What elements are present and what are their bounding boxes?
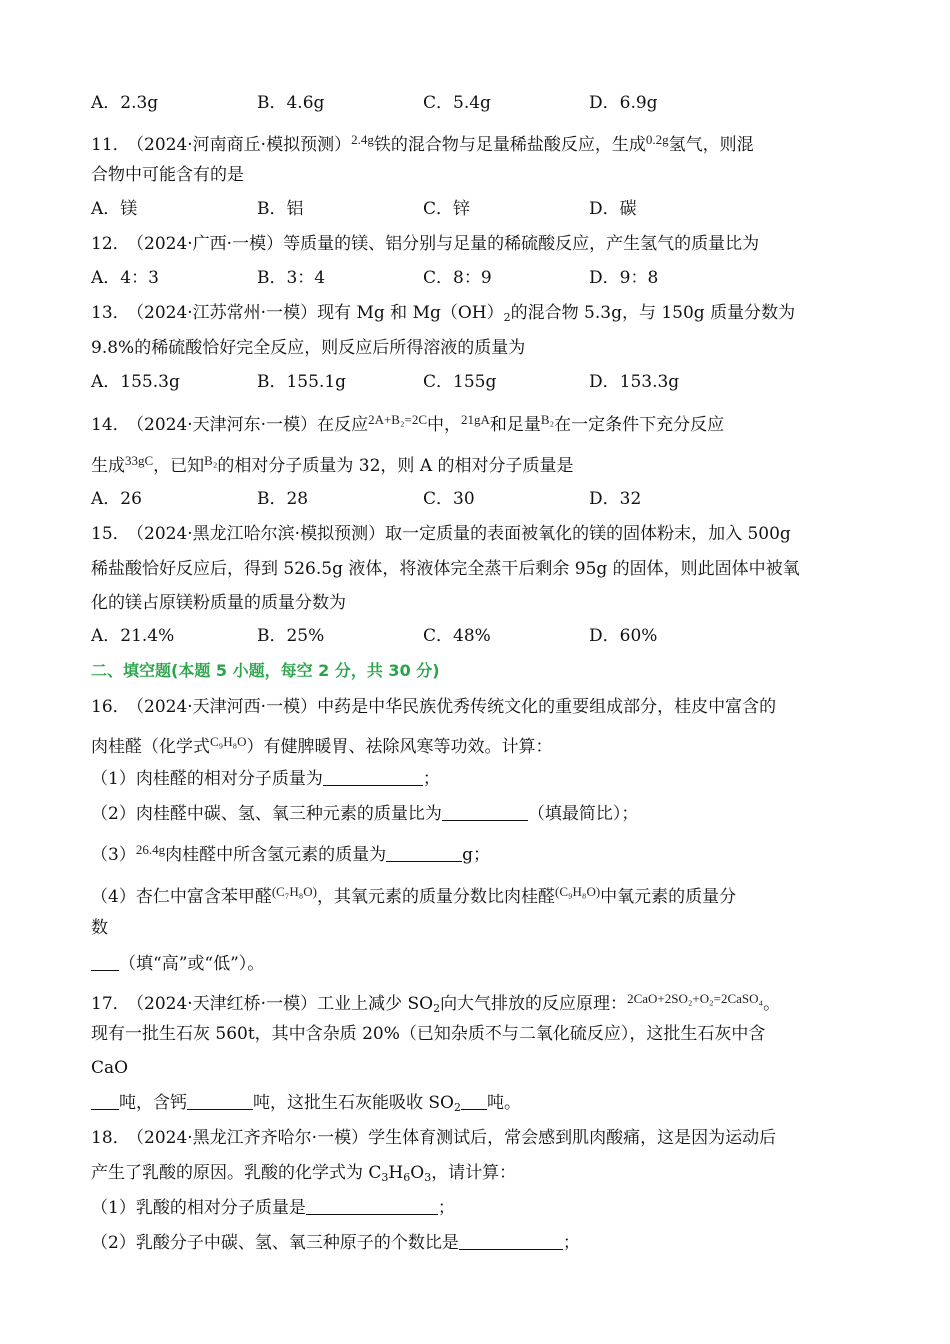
q10-option-d: D．6.9g [589,93,658,113]
q14-b2: B₂ [540,412,555,427]
q18-text-2d: ，请计算： [431,1163,517,1183]
q12-options [91,266,851,290]
q11-number: 11． [91,135,130,155]
q13-option-d: D．153.3g [589,372,680,392]
q16-blank-3[interactable] [386,843,462,862]
q10-option-a: A．2.3g [91,93,159,113]
q16-sub-2-end: （填最简比）； [527,804,639,824]
section-2-heading: 二、填空题(本题 5 小题，每空 2 分，共 30 分) [91,661,440,680]
q13-option-b: B．155.1g [257,372,347,392]
q12-line-1 [91,232,759,256]
q11-option-c: C．锌 [423,199,471,219]
q18-line-1 [91,1126,776,1150]
q15-line-2: 稀盐酸恰好反应后，得到 526.5g 液体，将液体完全蒸干后剩余 95g 的固体，则此固体中被氧 [91,559,800,579]
q16-sub-4-end: （填“高”或“低”）。 [119,954,265,974]
q14-text-4: 生成 [91,456,125,476]
q14-mass-1: 21gA [461,412,490,427]
q18-sub-o: 3 [424,1171,432,1184]
q18-line-2 [91,1161,516,1190]
q17-line-1 [91,987,780,1021]
q16-blank-1[interactable] [323,767,423,786]
q12-number: 12． [91,234,130,254]
q14-text-3: 在一定条件下充分反应 [554,415,725,435]
q17-text-1: （2024·天津红桥·一模）工业上减少 SO [127,994,434,1014]
q11-option-b: B．铝 [257,199,304,219]
q11-text-2: 氢气，则混 [668,135,754,155]
q18-number: 18． [91,1128,130,1148]
q17-blank-3[interactable] [461,1091,487,1110]
q16-sub-4-answer [91,952,264,976]
q13-number: 13． [91,303,130,323]
q15-option-a: A．21.4% [91,626,175,646]
q15-options [91,624,851,648]
q17-text-4b: 吨，这批生石灰能吸收 SO [253,1093,454,1113]
q16-line-2 [91,730,553,759]
q15-option-b: B．25% [257,626,325,646]
q11-line-1 [91,128,754,157]
q14-option-b: B．28 [257,489,309,509]
q17-number: 17． [91,994,130,1014]
q13-line-2: 9.8%的稀硫酸恰好完全反应，则反应后所得溶液的质量为 [91,338,526,358]
q16-mass: 26.4g [135,842,166,857]
q14-line-2 [91,449,574,478]
q12-option-c: C．8：9 [423,268,492,288]
q14-number: 14． [91,415,130,435]
q18-blank-2[interactable] [459,1231,563,1250]
q17-subscript-2: 2 [454,1101,461,1114]
q16-blank-4[interactable] [91,952,119,971]
q18-sub-2 [91,1231,580,1255]
q17-line-2: 现有一批生石灰 560t，其中含杂质 20%（已知杂质不与二氧化硫反应），这批生石灰中含 [91,1024,766,1044]
q17-blank-2[interactable] [187,1091,253,1110]
q16-formula-1: C₉H₈O [210,734,247,749]
q15-line-3: 化的镁占原镁粉质量的质量分数为 [91,593,346,613]
q18-sub-1-text: （1）乳酸的相对分子质量是 [91,1198,306,1218]
q18-sub-c: 3 [381,1171,389,1184]
q18-text-2b: H [388,1163,404,1183]
q17-text-4a: 吨，含钙 [119,1093,187,1113]
q16-sub-4 [91,880,736,909]
q14-options [91,487,851,511]
q16-blank-2[interactable] [442,802,528,821]
q16-line-1 [91,695,776,719]
q14-line-1 [91,408,724,437]
q11-line-2: 合物中可能含有的是 [91,165,244,185]
q12-option-d: D．9：8 [589,268,659,288]
q17-text-1c: 。 [763,994,781,1014]
q13-subscript: 2 [503,311,511,324]
q17-subscript-1: 2 [433,1002,441,1015]
q16-sub-1 [91,767,440,791]
q17-equation: 2CaO+2SO₂+O₂=2CaSO₄ [627,991,764,1006]
q14-text-6: 的相对分子质量为 32，则 A 的相对分子质量是 [217,456,574,476]
q15-option-d: D．60% [589,626,658,646]
q14-text-1: 中， [427,415,462,435]
q18-sub-2-end: ； [562,1233,580,1253]
q11-source: （2024·河南商丘·模拟预测） [127,135,352,155]
q13-options [91,370,851,394]
q16-sub-3 [91,838,490,867]
q18-text-1: （2024·黑龙江齐齐哈尔·一模）学生体育测试后，常会感到肌肉酸痛，这是因为运动后 [127,1128,777,1148]
q16-sub-4-text: （4）杏仁中富含苯甲醛 [91,887,272,907]
q11-mass-1: 2.4g [351,132,374,147]
q10-option-c: C．5.4g [423,93,491,113]
q18-text-2a: 产生了乳酸的原因。乳酸的化学式为 C [91,1163,382,1183]
q14-text-5: ，已知 [153,456,205,476]
q17-text-4c: 吨。 [487,1093,521,1113]
q16-sub-4-text-b: ，其氧元素的质量分数比肉桂醛 [317,887,555,907]
q15-option-c: C．48% [423,626,491,646]
q14-source: （2024·天津河东·一模）在反应 [127,415,369,435]
q16-sub-3-text: （3） [91,845,136,865]
q16-sub-2 [91,802,638,826]
q11-text-1: 铁的混合物与足量稀盐酸反应，生成 [373,135,646,155]
q18-blank-1[interactable] [306,1196,438,1215]
q16-text-2a: 肉桂醛（化学式 [91,737,210,757]
q18-sub-h: 6 [403,1171,411,1184]
q14-b2-second: B₂ [204,453,218,468]
q15-number: 15． [91,524,130,544]
q14-equation: 2A+B₂=2C [368,412,428,427]
q16-formula-3: (C₉H₈O) [555,884,601,899]
q10-options [91,91,851,115]
q18-sub-1 [91,1196,455,1220]
q13-option-c: C．155g [423,372,497,392]
q12-option-b: B．3：4 [257,268,326,288]
q15-line-1 [91,522,791,546]
q11-options [91,197,851,221]
q13-line-1 [91,301,795,330]
q12-text: （2024·广西·一模）等质量的镁、铝分别与足量的稀硫酸反应，产生氢气的质量比为 [127,234,760,254]
q14-mass-2: 33gC [125,453,154,468]
q18-sub-1-end: ； [437,1198,455,1218]
q16-sub-2-text: （2）肉桂醛中碳、氢、氧三种元素的质量比为 [91,804,442,824]
q18-sub-2-text: （2）乳酸分子中碳、氢、氧三种原子的个数比是 [91,1233,459,1253]
q12-option-a: A．4：3 [91,268,159,288]
q10-option-b: B．4.6g [257,93,325,113]
q11-mass-2: 0.2g [645,132,669,147]
q16-sub-3-text-b: 肉桂醛中所含氢元素的质量为 [165,845,387,865]
q14-option-d: D．32 [589,489,642,509]
q16-sub-4-text-c: 中氧元素的质量分 [600,887,737,907]
q16-formula-2: (C₇H₈O) [271,884,317,899]
q15-text-1: （2024·黑龙江哈尔滨·模拟预测）取一定质量的表面被氧化的镁的固体粉末，加入 500g [127,524,791,544]
q16-sub-1-text: （1）肉桂醛的相对分子质量为 [91,769,323,789]
q16-sub-3-end: g； [462,845,490,865]
q13-text-2: 的混合物 5.3g，与 150g 质量分数为 [510,303,796,323]
q17-blank-1[interactable] [91,1091,119,1110]
q13-option-a: A．155.3g [91,372,180,392]
q14-text-2: 和足量 [489,415,541,435]
q14-option-c: C．30 [423,489,475,509]
q16-text-1: （2024·天津河西·一模）中药是中华民族优秀传统文化的重要组成部分，桂皮中富含的 [127,697,777,717]
q11-option-d: D．碳 [589,199,637,219]
q16-number: 16． [91,697,130,717]
q16-sub-1-end: ； [422,769,440,789]
q17-text-1b: 向大气排放的反应原理： [440,994,628,1014]
q18-text-2c: O [410,1163,425,1183]
q13-text-1: （2024·江苏常州·一模）现有 Mg 和 Mg（OH） [127,303,504,323]
q11-option-a: A．镁 [91,199,138,219]
q16-text-2b: ）有健脾暖胃、祛除风寒等功效。计算： [246,737,553,757]
q16-sub-4-cont: 数 [91,918,108,938]
q17-line-4 [91,1091,521,1120]
q14-option-a: A．26 [91,489,142,509]
q17-line-3: CaO [91,1058,129,1078]
